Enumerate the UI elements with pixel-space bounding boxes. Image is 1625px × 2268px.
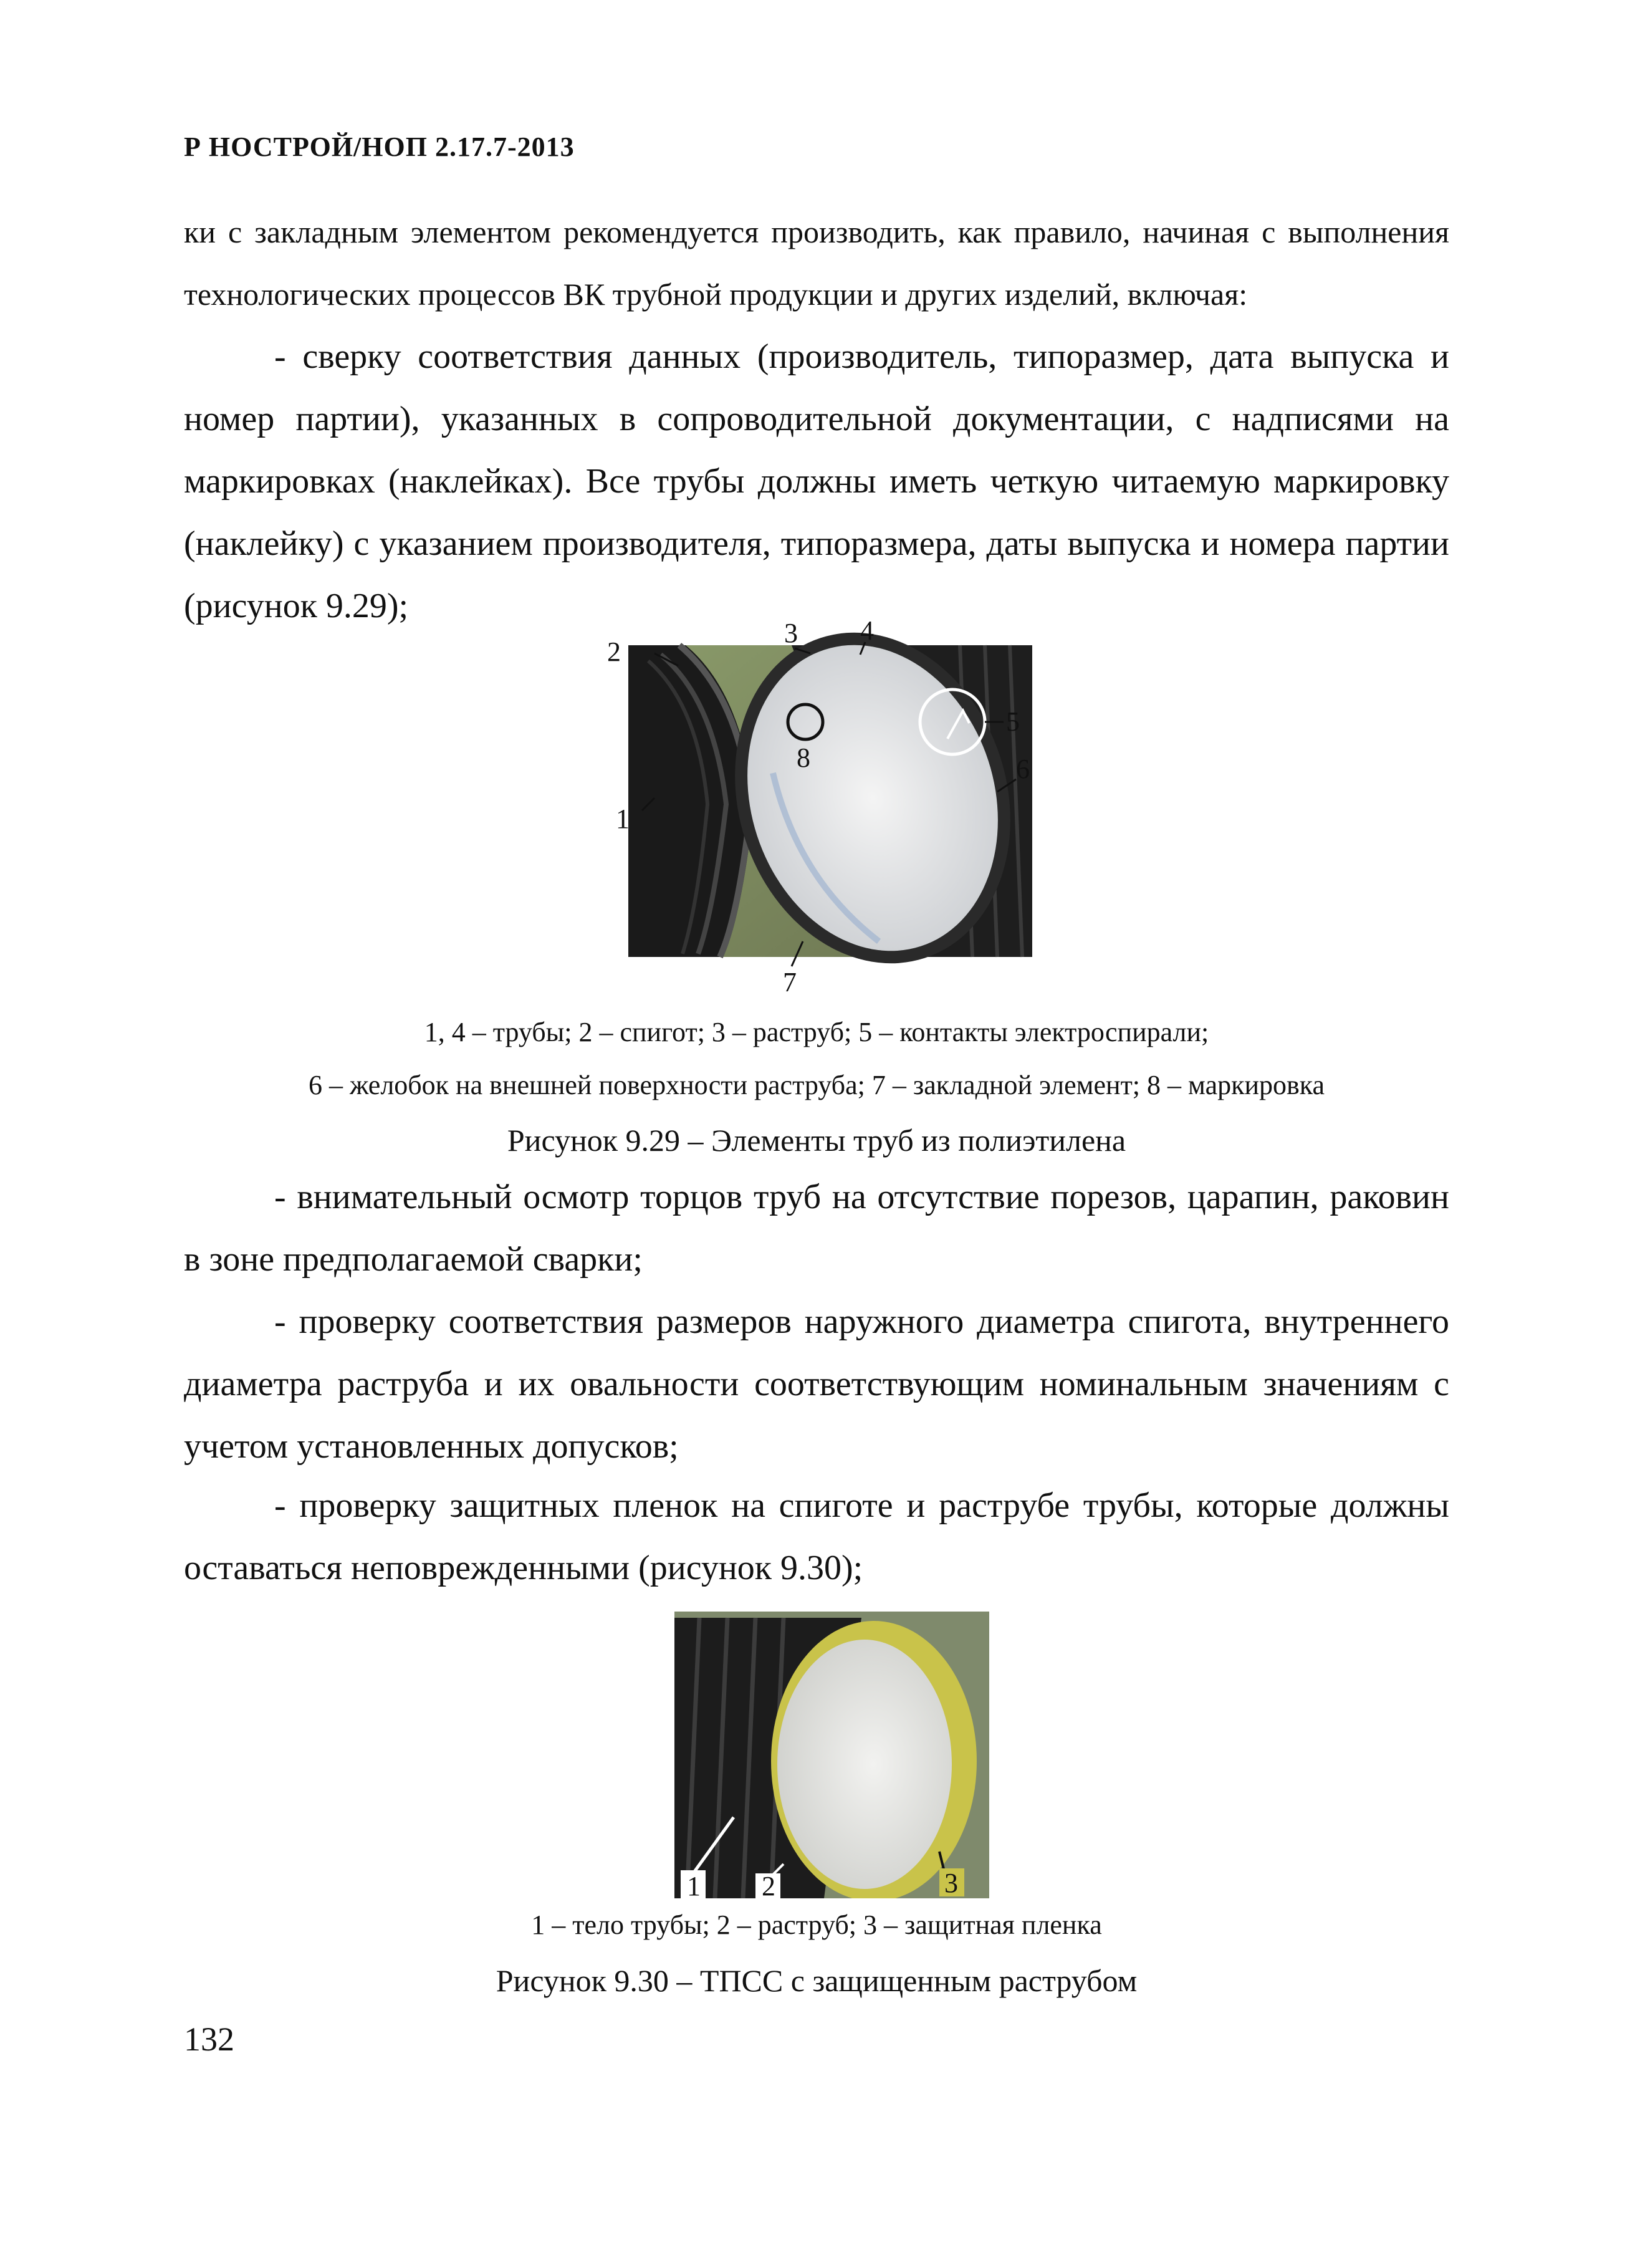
fig1-label-1: 1 xyxy=(616,804,630,834)
fig1-label-8: 8 xyxy=(797,742,810,773)
fig2-label-2: 2 xyxy=(762,1871,775,1898)
paragraph-dimension-check: - проверку соответствия размеров наружного диаметра спигота, внутреннего диаметра раструба и их овальности соответствующим номинальным значениям с учетом установленных допусков; xyxy=(184,1302,1449,1466)
fig2-label-3: 3 xyxy=(944,1868,958,1898)
fig1-label-2: 2 xyxy=(607,637,621,667)
page-number: 132 xyxy=(184,2021,234,2058)
figure-9-29-legend-line-1: 1, 4 – трубы; 2 – спигот; 3 – раструб; 5 – контакты электроспирали; xyxy=(424,1017,1209,1047)
fig1-label-5: 5 xyxy=(1006,706,1020,737)
paragraph-data-check: - сверку соответствия данных (производитель, типоразмер, дата выпуска и номер партии), указанных в сопроводительной документации, с надписями на маркировках (наклейках). Все трубы должны иметь четкую читаемую маркировку (наклейку) с указанием производителя, типоразмера, даты выпуска и номера партии (рисунок 9.29); xyxy=(184,337,1449,625)
figure-9-29-legend-line-2: 6 – желобок на внешней поверхности раструба; 7 – закладной элемент; 8 – маркировка xyxy=(308,1070,1325,1100)
figure-9-29-photo xyxy=(586,617,1097,1004)
fig1-label-3: 3 xyxy=(784,618,798,648)
fig1-label-6: 6 xyxy=(1016,754,1030,784)
paragraph-continuation: ки с закладным элементом рекомендуется производить, как правило, начиная с выполнения технологических процессов ВК трубной продукции и других изделий, включая: xyxy=(184,214,1449,312)
fig2-label-1: 1 xyxy=(687,1871,701,1898)
figure-9-30-photo xyxy=(674,1612,989,1898)
figure-9-30-title: Рисунок 9.30 – ТПСС с защищенным раструбом xyxy=(496,1963,1138,1998)
paragraph-film-check: - проверку защитных пленок на спиготе и раструбе трубы, которые должны оставаться неповрежденными (рисунок 9.30); xyxy=(184,1486,1449,1587)
figure-9-30-legend: 1 – тело трубы; 2 – раструб; 3 – защитная пленка xyxy=(531,1910,1102,1940)
fig1-label-7: 7 xyxy=(783,967,797,997)
paragraph-end-inspection: - внимательный осмотр торцов труб на отсутствие порезов, царапин, раковин в зоне предполагаемой сварки; xyxy=(184,1178,1449,1279)
fig1-label-4: 4 xyxy=(860,617,874,646)
document-header: Р НОСТРОЙ/НОП 2.17.7-2013 xyxy=(184,132,575,162)
figure-9-29-title: Рисунок 9.29 – Элементы труб из полиэтилена xyxy=(507,1123,1126,1158)
